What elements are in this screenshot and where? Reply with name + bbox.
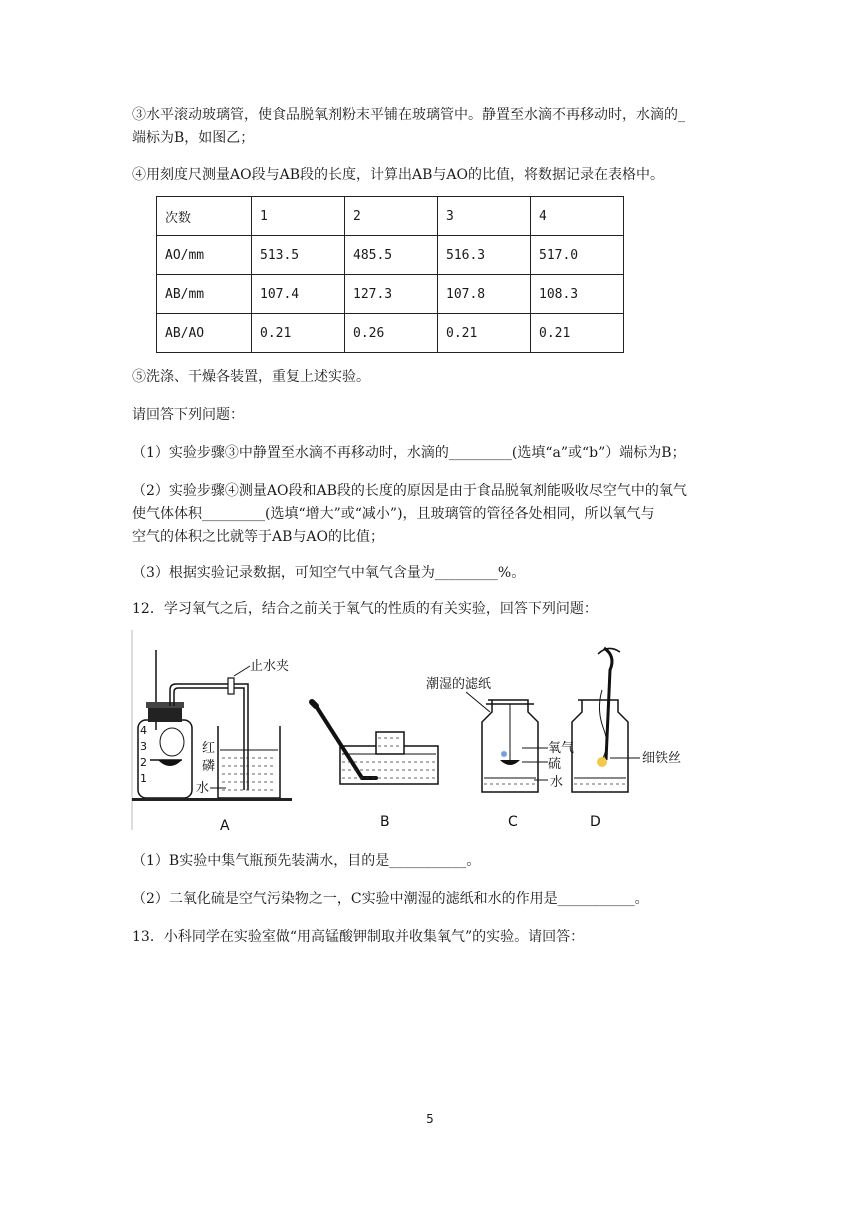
table-cell: 127.3 <box>345 275 438 314</box>
table-cell: 107.4 <box>252 275 345 314</box>
table-cell: AB/AO <box>157 314 252 353</box>
label-red: 红 <box>202 741 216 756</box>
step3-line1: ③水平滚动玻璃管，使食品脱氧剂粉末平铺在玻璃管中。静置至水滴不再移动时，水滴的_ <box>132 107 685 123</box>
caption-c: C <box>508 814 518 830</box>
table-row <box>157 275 624 314</box>
table-row <box>157 197 624 236</box>
question-3: （3）根据实验记录数据，可知空气中氧气含量为_________%。 <box>132 565 526 581</box>
apparatus-c <box>426 676 574 830</box>
table-row <box>157 314 624 353</box>
question-12-sub1: （1）B实验中集气瓶预先装满水，目的是___________。 <box>132 853 481 869</box>
label-water-c: 水 <box>550 775 564 790</box>
question-2-line2: 使气体体积_________(选填“增大”或“减小”)，且玻璃管的管径各处相同，所以氧气与 <box>132 506 655 522</box>
scale-mark: 2 <box>140 756 147 769</box>
table-cell: 108.3 <box>531 275 624 314</box>
apparatus-diagram <box>130 630 730 840</box>
caption-b: B <box>380 814 390 830</box>
caption-a: A <box>220 818 230 834</box>
apparatus-a <box>132 650 292 834</box>
label-phosphorus: 磷 <box>202 759 216 774</box>
table-cell: 3 <box>438 197 531 236</box>
label-oxygen: 氧气 <box>548 741 575 756</box>
label-clamp: 止水夹 <box>250 659 290 674</box>
label-water-a: 水 <box>196 781 210 796</box>
table-cell: 513.5 <box>252 236 345 275</box>
table-cell: 516.3 <box>438 236 531 275</box>
label-filter-paper: 潮湿的滤纸 <box>426 677 492 692</box>
step5-line: ⑤洗涤、干燥各装置，重复上述实验。 <box>132 369 370 385</box>
table-cell: 0.26 <box>345 314 438 353</box>
question-2-line3: 空气的体积之比就等于AB与AO的比值； <box>132 529 384 545</box>
question-12-title: 12．学习氧气之后，结合之前关于氧气的性质的有关实验，回答下列问题： <box>132 601 598 617</box>
apparatus-d <box>572 648 681 830</box>
data-table <box>156 196 624 353</box>
table-cell: 2 <box>345 197 438 236</box>
apparatus-b <box>312 702 438 830</box>
step4-line: ④用刻度尺测量AO段与AB段的长度，计算出AB与AO的比值，将数据记录在表格中。 <box>132 167 664 183</box>
questions-intro: 请回答下列问题： <box>132 407 244 423</box>
page-number: 5 <box>426 1112 434 1126</box>
table-cell: 517.0 <box>531 236 624 275</box>
label-sulfur: 硫 <box>548 757 562 772</box>
table-cell: AB/mm <box>157 275 252 314</box>
question-12-sub2: （2）二氧化硫是空气污染物之一，C实验中潮湿的滤纸和水的作用是___________。 <box>132 891 649 907</box>
table-cell: 1 <box>252 197 345 236</box>
experiment-figure <box>130 630 730 840</box>
question-2-line1: （2）实验步骤④测量AO段和AB段的长度的原因是由于食品脱氧剂能吸收尽空气中的氧气 <box>132 483 687 499</box>
scale-mark: 1 <box>140 772 147 785</box>
table-cell: 107.8 <box>438 275 531 314</box>
caption-d: D <box>590 814 601 830</box>
label-iron-wire: 细铁丝 <box>642 751 682 766</box>
table-cell: 0.21 <box>531 314 624 353</box>
table-row <box>157 236 624 275</box>
question-13-title: 13．小科同学在实验室做“用高锰酸钾制取并收集氧气”的实验。请回答： <box>132 929 585 945</box>
step3-line2: 端标为B，如图乙； <box>132 130 255 146</box>
table-cell: 次数 <box>157 197 252 236</box>
table-cell: 485.5 <box>345 236 438 275</box>
question-1: （1）实验步骤③中静置至水滴不再移动时，水滴的_________(选填“a”或“b”）端标为B； <box>132 445 686 461</box>
table-cell: AO/mm <box>157 236 252 275</box>
scale-mark: 4 <box>140 724 147 737</box>
table-cell: 0.21 <box>252 314 345 353</box>
table-cell: 0.21 <box>438 314 531 353</box>
scale-mark: 3 <box>140 740 147 753</box>
table-cell: 4 <box>531 197 624 236</box>
